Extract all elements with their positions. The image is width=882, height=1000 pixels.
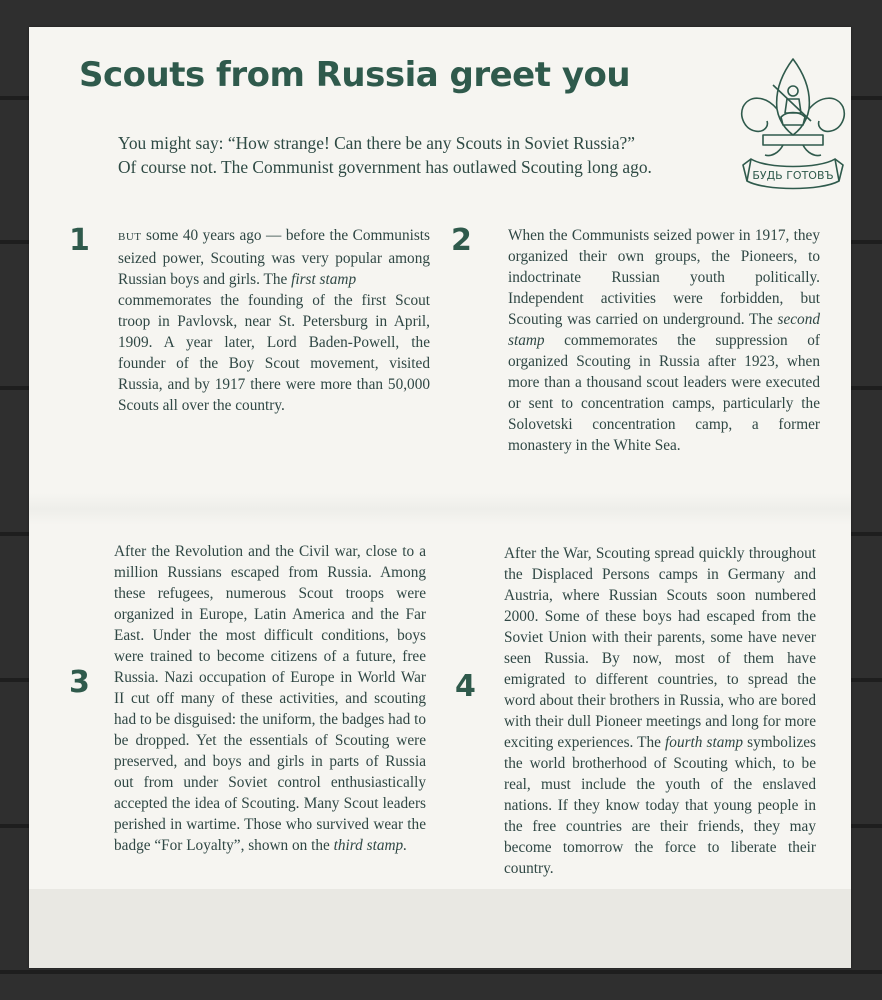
leaflet-sheet: [29, 27, 851, 968]
intro-line-1: You might say: “How strange! Can there be any Scouts in Soviet Russia?”: [118, 133, 635, 153]
section-2-paragraph: [508, 225, 820, 456]
paper-shadow: [29, 889, 851, 968]
scout-emblem: [737, 55, 849, 193]
stamp-reference: fourth stamp: [665, 734, 744, 751]
section-3-text: [114, 541, 426, 856]
text-span: After the War, Scouting spread quickly throughout the Displaced Persons camps in Germany and Austria, where Russian Scouts soon numbered 2000. Some of these boys had escaped from the Soviet Union with their parents, some have never seen Russia. By now, most of them have emigrated to different countries, to spread the word about their brothers in Russia, who are bored with their dull Pioneer meetings and long for more exciting experiences. The: [504, 545, 816, 751]
section-number: 2: [451, 223, 472, 258]
section-number: 1: [69, 223, 90, 258]
stamp-reference: first stamp: [291, 271, 357, 288]
text-span: When the Communists seized power in 1917, they organized their own groups, the Pioneers, to indoctrinate Russian youth politically. Independent activities were forbidden, but Scouting was carried on underground. The: [508, 227, 820, 328]
paper-fold: [29, 493, 851, 525]
lead-word: BUT: [118, 231, 142, 243]
album-stripe: [0, 970, 882, 974]
section-1-paragraph-2: commemorates the founding of the first Scout troop in Pavlovsk, near St. Petersburg in April, 1909. A year later, Lord Baden-Powell, the founder of the Boy Scout movement, visited Russia, and by 1917 there were more than 50,000 Scouts all over the country.: [118, 292, 430, 414]
stamp-reference: second stamp: [508, 311, 820, 349]
section-3-paragraph: [114, 541, 426, 856]
emblem-motto: БУДЬ ГОТОВЪ: [752, 169, 834, 182]
text-span: symbolizes the world brotherhood of Scouting which, to be real, must include the youth of the enslaved nations. If they know today that young people in the free countries are their friends, they may become tomorrow the force to liberate their country.: [504, 734, 816, 877]
section-number: 3: [69, 665, 90, 700]
section-4-paragraph: [504, 543, 816, 879]
intro-line-2: Of course not. The Communist government has outlawed Scouting long ago.: [118, 157, 652, 177]
text-span: After the Revolution and the Civil war, close to a million Russians escaped from Russia. Among these refugees, numerous Scout troops were organized in Europe, Latin America and the Far East. Under the most difficult conditions, boys were trained to become citizens of a future, free Russia. Nazi occupation of Europe in World War II cut off many of these activities, and scouting had to be disguised: the uniform, the badges had to be dropped. Yet the essentials of Scouting were preserved, and boys and girls in parts of Russia out from under Soviet control enthusiastically accepted the idea of Scouting. Many Scout leaders perished in wartime. Those who survived wear the badge “For Loyalty”, shown on the: [114, 543, 426, 854]
section-number: 4: [455, 669, 476, 704]
section-4-text: [504, 543, 816, 879]
fleur-de-lis-st-george-icon: [737, 55, 849, 193]
intro-text: [118, 131, 738, 179]
section-2-text: [508, 225, 820, 456]
stamp-reference: third stamp.: [333, 837, 408, 854]
text-span: some 40 years ago — before the Communists seized power, Scouting was very popular among Russian boys and girls. The: [118, 227, 431, 288]
section-1-text: [118, 225, 430, 416]
section-1-paragraph: [118, 225, 430, 290]
text-span: commemorates the suppression of organized Scouting in Russia after 1923, when more than a thousand scout leaders were executed or sent to concentration camps, particularly the Solovetski concentration camp, a former monastery in the White Sea.: [508, 332, 820, 454]
page-title: Scouts from Russia greet you: [79, 55, 631, 95]
